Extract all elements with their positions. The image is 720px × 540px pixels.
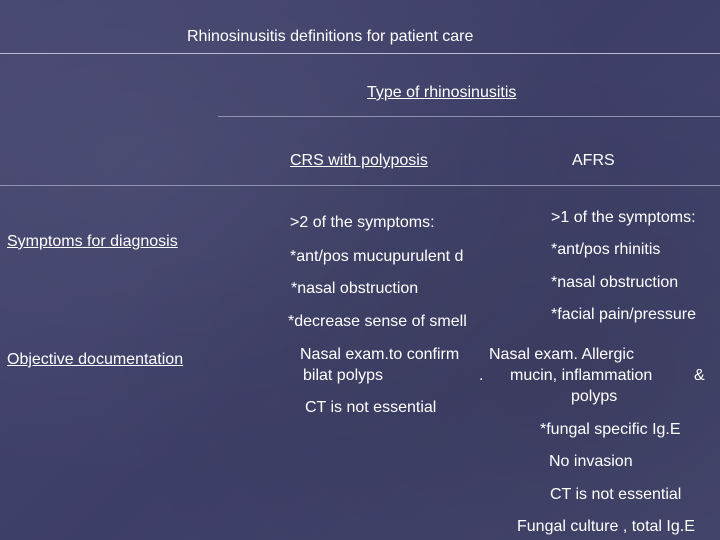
crs-symptom-item: *ant/pos mucupurulent d (290, 248, 464, 265)
page-title: Rhinosinusitis definitions for patient care (187, 28, 474, 45)
crs-objective-line: CT is not essential (305, 399, 437, 416)
afrs-objective-amp: & (694, 367, 705, 384)
afrs-objective-line: Nasal exam. Allergic (489, 346, 634, 363)
afrs-objective-line: *fungal specific Ig.E (540, 421, 681, 438)
crs-objective-line: Nasal exam.to confirm (300, 346, 460, 363)
title-divider (0, 53, 720, 54)
afrs-symptom-item: *ant/pos rhinitis (551, 241, 661, 258)
afrs-objective-line: polyps (571, 388, 618, 405)
afrs-symptom-item: *facial pain/pressure (551, 306, 696, 323)
column-header-afrs: AFRS (572, 152, 615, 169)
type-divider (218, 116, 720, 117)
crs-symptom-item: *nasal obstruction (291, 280, 419, 297)
row-label-symptoms: Symptoms for diagnosis (7, 233, 178, 250)
crs-symptom-item: *decrease sense of smell (288, 313, 467, 330)
crs-objective-line: bilat polyps (303, 367, 384, 384)
crs-objective-dot: . (479, 367, 484, 384)
afrs-objective-line: CT is not essential (550, 486, 682, 503)
crs-symptom-item: >2 of the symptoms: (290, 214, 435, 231)
afrs-objective-line: mucin, inflammation (510, 367, 653, 384)
afrs-symptom-item: >1 of the symptoms: (551, 209, 696, 226)
type-header: Type of rhinosinusitis (367, 84, 517, 101)
afrs-objective-line: No invasion (549, 453, 633, 470)
afrs-symptom-item: *nasal obstruction (551, 274, 679, 291)
column-header-crs: CRS with polyposis (290, 152, 428, 169)
row-label-objective: Objective documentation (7, 351, 184, 368)
header-divider (0, 185, 720, 186)
afrs-objective-line: Fungal culture , total Ig.E (517, 518, 695, 535)
